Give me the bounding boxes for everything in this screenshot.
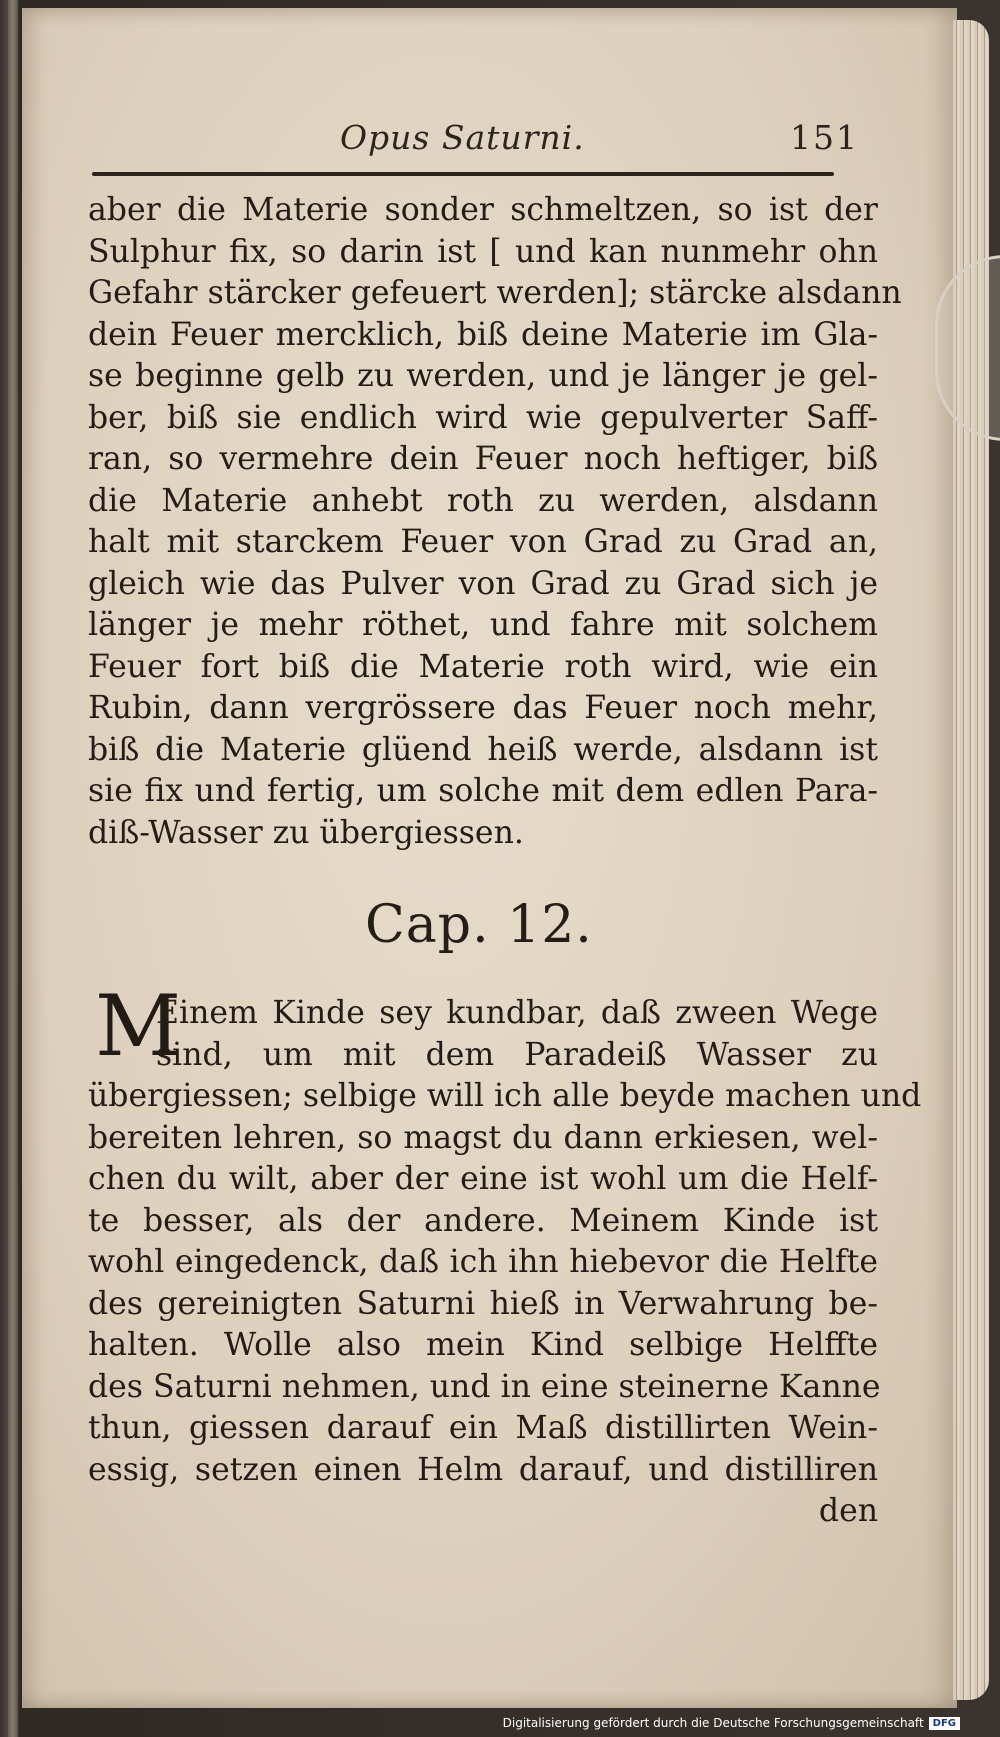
text-line: des gereinigten Saturni hieß in Verwahrung be- [88,1285,878,1322]
text-line: länger je mehr röthet, und fahre mit solchem [88,607,878,643]
catchword: den [818,1493,878,1529]
dfg-logo: DFG [929,1717,960,1730]
text-line: wohl eingedenck, daß ich ihn hiebevor die Helfte [88,1244,878,1280]
running-head: Opus Saturni. [340,118,585,157]
text-line: sind, um mit dem Paradeiß Wasser zu [156,1036,878,1073]
text-line: sie fix und fertig, um solche mit dem edlen Para- [88,773,878,809]
text-line: diß-Wasser zu übergiessen. [88,814,524,851]
text-line: aber die Materie sonder schmeltzen, so ist der [88,192,878,228]
text-line: des Saturni nehmen, und in eine steinerne Kanne [88,1368,881,1405]
text-line: dein Feuer mercklich, biß deine Materie im Gla- [88,316,878,353]
digitization-credit [503,1716,960,1730]
text-line: se beginne gelb zu werden, und je länger je gel- [88,358,878,394]
text-line: Feuer fort biß die Materie roth wird, wie ein [88,648,878,685]
paragraph-1 [88,190,902,854]
text-line: Sulphur fix, so darin ist [ und kan nunmehr ohn [88,233,878,270]
text-line: biß die Materie glüend heiß werde, alsdann ist [88,731,878,768]
text-line: te besser, als der andere. Meinem Kinde ist [88,1202,878,1239]
text-line: Einem Kinde sey kundbar, daß zween Wege [156,995,878,1031]
text-line: die Materie anhebt roth zu werden, alsdann [88,482,878,519]
text-line: thun, giessen darauf ein Maß distillirten Wein- [88,1410,878,1446]
drop-cap: M [95,977,182,1075]
text-line: chen du wilt, aber der eine ist wohl um die Helf- [88,1161,878,1197]
paragraph-2 [88,993,922,1533]
text-line: Gefahr stärcker gefeuert werden]; stärcke alsdann [88,275,902,311]
page-number: 151 [790,118,859,157]
text-line: bereiten lehren, so magst du dann erkiesen, wel- [88,1119,878,1156]
text-line: ber, biß sie endlich wird wie gepulverter Saff- [88,399,878,436]
text-line: essig, setzen einen Helm darauf, und distilliren [88,1451,878,1488]
text-line: gleich wie das Pulver von Grad zu Grad sich je [88,565,878,602]
text-line: übergiessen; selbige will ich alle beyde machen und [88,1078,922,1114]
text-line: Rubin, dann vergrössere das Feuer noch mehr, [88,690,878,726]
book-spine-edge [8,0,18,1737]
credit-text: Digitalisierung gefördert durch die Deutsche Forschungsgemeinschaft [502,1716,924,1730]
text-line: halt mit starckem Feuer von Grad zu Grad an, [88,524,878,560]
chapter-heading: Cap. 12. [365,895,593,955]
text-line: halten. Wolle also mein Kind selbige Helffte [88,1327,878,1363]
header-rule [92,172,834,176]
text-line: ran, so vermehre dein Feuer noch heftiger, biß [88,441,878,477]
